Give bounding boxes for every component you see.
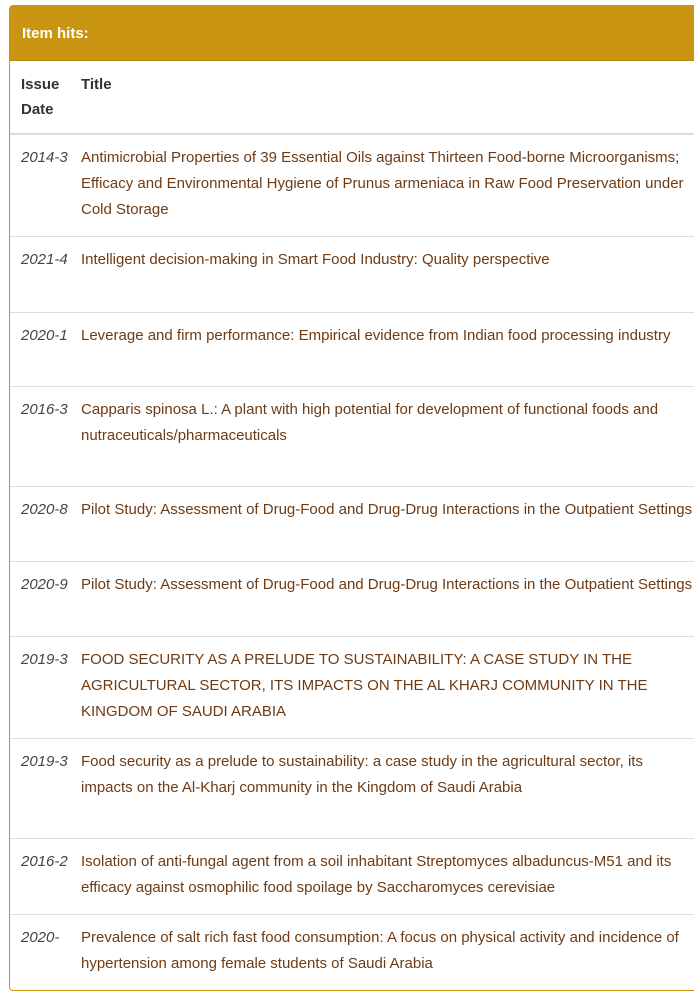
item-title-link[interactable]: Pilot Study: Assessment of Drug-Food and Drug-Drug Interactions in the Outpatient Settings xyxy=(81,500,693,518)
item-title-link[interactable]: Leverage and firm performance: Empirical evidence from Indian food processing industry xyxy=(81,326,671,344)
title-cell xyxy=(70,386,694,486)
title-cell xyxy=(70,738,694,838)
issue-date: 2019-3 xyxy=(10,636,70,738)
table-row xyxy=(10,486,694,561)
item-title-link[interactable]: FOOD SECURITY AS A PRELUDE TO SUSTAINABILITY: A CASE STUDY IN THE AGRICULTURAL SECTOR, ITS IMPACTS ON THE AL KHARJ COMMUNITY IN THE KINGDOM OF SAUDI ARABIA xyxy=(81,650,648,720)
item-title-link[interactable]: Pilot Study: Assessment of Drug-Food and Drug-Drug Interactions in the Outpatient Settings xyxy=(81,575,693,593)
item-title-link[interactable]: Intelligent decision-making in Smart Food Industry: Quality perspective xyxy=(81,250,550,268)
title-cell xyxy=(70,561,694,636)
table-row xyxy=(10,236,694,312)
issue-date: 2020-8 xyxy=(10,486,70,561)
issue-date: 2020-1 xyxy=(10,312,70,386)
title-cell xyxy=(70,312,694,386)
table-row xyxy=(10,838,694,914)
column-header-issue-date[interactable]: Issue Date xyxy=(10,61,70,134)
table-header-row xyxy=(10,61,694,134)
item-title-link[interactable]: Antimicrobial Properties of 39 Essential Oils against Thirteen Food-borne Microorganisms; Efficacy and Environmental Hygiene of Prunus armeniaca in Raw Food Preservation under Cold Storage xyxy=(81,149,684,218)
issue-date: 2016-2 xyxy=(10,838,70,914)
table-row xyxy=(10,312,694,386)
issue-date: 2020-9 xyxy=(10,561,70,636)
table-row xyxy=(10,636,694,738)
title-cell xyxy=(70,236,694,312)
column-header-title[interactable]: Title xyxy=(70,61,694,134)
table-row xyxy=(10,738,694,838)
title-cell xyxy=(70,486,694,561)
issue-date: 2019-3 xyxy=(10,738,70,838)
issue-date: 2016-3 xyxy=(10,386,70,486)
issue-date: 2014-3 xyxy=(21,149,68,166)
item-hits-panel xyxy=(9,5,694,991)
issue-date: 2021-4 xyxy=(10,236,70,312)
table-row xyxy=(10,386,694,486)
item-title-link[interactable]: Isolation of anti-fungal agent from a soil inhabitant Streptomyces albaduncus-M51 and its efficacy against osmophilic food spoilage by Saccharomyces cerevisiae xyxy=(81,852,672,896)
table-row xyxy=(10,914,694,988)
title-cell xyxy=(70,636,694,738)
item-title-link[interactable]: Food security as a prelude to sustainability: a case study in the agricultural sector, its impacts on the Al-Kharj community in the Kingdom of Saudi Arabia xyxy=(81,752,643,796)
table-row xyxy=(10,134,694,236)
title-cell xyxy=(70,134,694,236)
item-title-link[interactable]: Prevalence of salt rich fast food consumption: A focus on physical activity and incidence of hypertension among female students of Saudi Arabia xyxy=(81,928,679,972)
results-table xyxy=(10,61,694,988)
panel-heading: Item hits: xyxy=(10,6,694,61)
item-title-link[interactable]: Capparis spinosa L.: A plant with high potential for development of functional foods and nutraceuticals/pharmaceuticals xyxy=(81,400,659,444)
title-cell xyxy=(70,838,694,914)
issue-date: 2020- xyxy=(10,914,70,988)
table-row xyxy=(10,561,694,636)
title-cell xyxy=(70,914,694,988)
